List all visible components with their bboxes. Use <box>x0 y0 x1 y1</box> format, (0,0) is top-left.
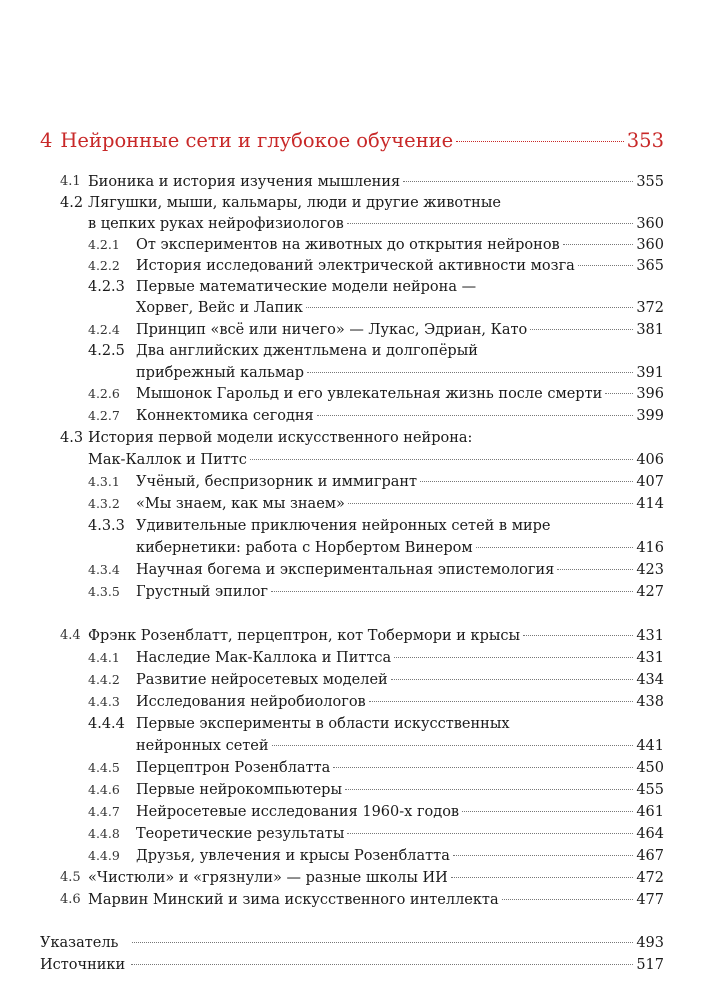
entry-title: Учёный, беспризорник и иммигрант <box>136 474 418 490</box>
entry-title: История исследований электрической активности мозга <box>136 258 575 274</box>
entry-page: 396 <box>636 386 664 402</box>
dot-leader <box>333 767 633 768</box>
chapter-number: 4 <box>40 129 53 152</box>
section-number: 4.2.4 <box>88 322 120 337</box>
entry-page: 438 <box>636 694 664 710</box>
entry-title: Теоретические результаты <box>136 826 345 842</box>
toc-entry[interactable] <box>136 538 664 558</box>
dot-leader <box>563 244 634 245</box>
entry-page: 360 <box>636 216 664 232</box>
toc-entry[interactable] <box>88 406 664 426</box>
entry-page: 407 <box>636 474 664 490</box>
entry-title: От экспериментов на животных до открытия нейронов <box>136 237 560 253</box>
entry-page: 406 <box>636 452 664 468</box>
entry-title: «Чистюли» и «грязнули» — разные школы ИИ <box>88 870 448 886</box>
entry-page: 434 <box>636 672 664 688</box>
dot-leader <box>306 307 633 308</box>
entry-title: Мышонок Гарольд и его увлекательная жизнь после смерти <box>136 386 603 402</box>
toc-entry[interactable] <box>88 256 664 276</box>
dot-leader <box>369 701 634 702</box>
section-number: 4.4.1 <box>88 650 120 665</box>
entry-title-line2: Хорвег, Вейс и Лапик <box>136 300 303 316</box>
section-number: 4.4.2 <box>88 672 120 687</box>
entry-page: 441 <box>636 738 664 754</box>
entry-title: Грустный эпилог <box>136 584 269 600</box>
entry-page: 467 <box>636 848 664 864</box>
dot-leader <box>347 833 633 834</box>
toc-entry-line1[interactable] <box>60 428 473 448</box>
entry-page: 414 <box>636 496 664 512</box>
entry-page: 372 <box>636 300 664 316</box>
entry-title: Друзья, увлечения и крысы Розенблатта <box>136 848 450 864</box>
dot-leader <box>453 855 633 856</box>
toc-entry-line1[interactable] <box>88 516 551 536</box>
dot-leader <box>348 503 633 504</box>
toc-entry[interactable] <box>88 846 664 866</box>
entry-page: 431 <box>636 628 664 644</box>
section-number: 4.3 <box>60 430 84 446</box>
toc-entry[interactable] <box>136 298 664 318</box>
entry-title: Бионика и история изучения мышления <box>88 174 401 190</box>
entry-page: 355 <box>636 174 664 190</box>
toc-entry[interactable] <box>60 868 664 888</box>
entry-title-line1: История первой модели искусственного нейрона: <box>88 430 473 446</box>
dot-leader <box>132 942 633 943</box>
section-number: 4.4.4 <box>88 716 125 732</box>
toc-entry-sources[interactable] <box>40 955 664 975</box>
toc-entry-index[interactable] <box>40 933 664 953</box>
section-number: 4.4.3 <box>88 694 120 709</box>
dot-leader <box>456 141 624 142</box>
entry-title: Принцип «всё или ничего» — Лукас, Эдриан, Като <box>136 322 528 338</box>
dot-leader <box>502 899 634 900</box>
dot-leader <box>131 964 633 965</box>
entry-title-line2: кибернетики: работа с Норбертом Винером <box>136 540 473 556</box>
toc-entry[interactable] <box>88 560 664 580</box>
entry-title: Указатель <box>40 935 119 951</box>
section-number: 4.4.5 <box>88 760 120 775</box>
dot-leader <box>345 789 633 790</box>
entry-page: 427 <box>636 584 664 600</box>
section-number: 4.3.2 <box>88 496 120 511</box>
entry-title: Источники <box>40 957 126 973</box>
entry-page: 416 <box>636 540 664 556</box>
entry-title: Фрэнк Розенблатт, перцептрон, кот Тобермори и крысы <box>88 628 521 644</box>
toc-entry[interactable] <box>88 648 664 668</box>
section-number: 4.4.6 <box>88 782 120 797</box>
toc-entry[interactable] <box>136 363 664 383</box>
entry-title-line2: прибрежный кальмар <box>136 365 305 381</box>
toc-entry[interactable] <box>60 626 664 646</box>
dot-leader <box>476 547 634 548</box>
entry-title-line1: Удивительные приключения нейронных сетей в мире <box>136 518 551 534</box>
entry-page: 464 <box>636 826 664 842</box>
dot-leader <box>250 459 633 460</box>
dot-leader <box>394 657 633 658</box>
toc-entry[interactable] <box>88 824 664 844</box>
dot-leader <box>451 877 634 878</box>
toc-entry[interactable] <box>88 802 664 822</box>
entry-title: Коннектомика сегодня <box>136 408 314 424</box>
entry-title: Нейросетевые исследования 1960-х годов <box>136 804 460 820</box>
toc-entry[interactable] <box>88 582 664 602</box>
toc-entry-line1[interactable] <box>60 193 501 213</box>
entry-page: 493 <box>636 935 664 951</box>
dot-leader <box>605 393 633 394</box>
entry-title: «Мы знаем, как мы знаем» <box>136 496 345 512</box>
entry-title: Исследования нейробиологов <box>136 694 366 710</box>
entry-title-line2: нейронных сетей <box>136 738 269 754</box>
toc-entry[interactable] <box>88 320 664 340</box>
entry-page: 399 <box>636 408 664 424</box>
entry-title-line1: Первые математические модели нейрона — <box>136 279 477 295</box>
entry-page: 391 <box>636 365 664 381</box>
toc-entry[interactable] <box>88 214 664 234</box>
entry-title: Марвин Минский и зима искусственного интеллекта <box>88 892 499 908</box>
toc-entry[interactable] <box>88 494 664 514</box>
dot-leader <box>347 223 633 224</box>
chapter-title: Нейронные сети и глубокое обучение <box>60 129 454 152</box>
entry-page: 450 <box>636 760 664 776</box>
section-number: 4.2 <box>60 195 84 211</box>
entry-title-line1: Лягушки, мыши, кальмары, люди и другие животные <box>88 195 501 211</box>
section-number: 4.6 <box>60 892 81 907</box>
section-number: 4.4.7 <box>88 804 120 819</box>
entry-title-line1: Первые эксперименты в области искусственных <box>136 716 510 732</box>
entry-page: 423 <box>636 562 664 578</box>
entry-page: 517 <box>636 957 664 973</box>
dot-leader <box>557 569 633 570</box>
toc-entry-line1[interactable] <box>88 277 477 297</box>
entry-page: 381 <box>636 322 664 338</box>
dot-leader <box>307 372 633 373</box>
entry-title: Первые нейрокомпьютеры <box>136 782 343 798</box>
entry-page: 477 <box>636 892 664 908</box>
entry-title: Наследие Мак-Каллока и Питтса <box>136 650 392 666</box>
dot-leader <box>523 635 633 636</box>
entry-page: 472 <box>636 870 664 886</box>
dot-leader <box>391 679 634 680</box>
section-number: 4.4.8 <box>88 826 120 841</box>
dot-leader <box>272 745 634 746</box>
toc-entry[interactable] <box>60 172 664 192</box>
entry-title-line2: в цепких руках нейрофизиологов <box>88 216 344 232</box>
section-number: 4.3.5 <box>88 584 120 599</box>
toc-entry-line1[interactable] <box>88 341 478 361</box>
dot-leader <box>403 181 633 182</box>
dot-leader <box>530 329 633 330</box>
section-number: 4.2.3 <box>88 279 125 295</box>
entry-title-line1: Два английских джентльмена и долгопёрый <box>136 343 478 359</box>
section-number: 4.4.9 <box>88 848 120 863</box>
toc-entry[interactable] <box>136 736 664 756</box>
entry-title: Перцептрон Розенблатта <box>136 760 331 776</box>
entry-page: 455 <box>636 782 664 798</box>
section-number: 4.2.6 <box>88 386 120 401</box>
entry-title-line2: Мак-Каллок и Питтс <box>88 452 247 468</box>
entry-page: 461 <box>636 804 664 820</box>
entry-page: 431 <box>636 650 664 666</box>
section-number: 4.3.4 <box>88 562 120 577</box>
toc-entry[interactable] <box>88 692 664 712</box>
entry-page: 365 <box>636 258 664 274</box>
chapter-page: 353 <box>626 129 664 152</box>
section-number: 4.1 <box>60 174 81 189</box>
dot-leader <box>462 811 633 812</box>
dot-leader <box>578 265 634 266</box>
dot-leader <box>317 415 634 416</box>
toc-entry[interactable] <box>88 235 664 255</box>
dot-leader <box>271 591 633 592</box>
toc-entry[interactable] <box>88 450 664 470</box>
toc-entry[interactable] <box>88 384 664 404</box>
section-number: 4.3.1 <box>88 474 120 489</box>
toc-entry[interactable] <box>88 472 664 492</box>
section-number: 4.2.2 <box>88 258 120 273</box>
section-number: 4.4 <box>60 628 81 643</box>
entry-title: Научная богема и экспериментальная эпистемология <box>136 562 555 578</box>
section-number: 4.2.5 <box>88 343 125 359</box>
chapter-heading[interactable] <box>40 128 664 154</box>
toc-entry-line1[interactable] <box>88 714 510 734</box>
entry-page: 360 <box>636 237 664 253</box>
section-number: 4.2.7 <box>88 408 120 423</box>
section-number: 4.5 <box>60 870 81 885</box>
section-number: 4.2.1 <box>88 237 120 252</box>
dot-leader <box>420 481 633 482</box>
section-number: 4.3.3 <box>88 518 125 534</box>
toc-entry[interactable] <box>88 670 664 690</box>
toc-entry[interactable] <box>88 780 664 800</box>
toc-entry[interactable] <box>88 758 664 778</box>
toc-entry[interactable] <box>60 890 664 910</box>
entry-title: Развитие нейросетевых моделей <box>136 672 388 688</box>
